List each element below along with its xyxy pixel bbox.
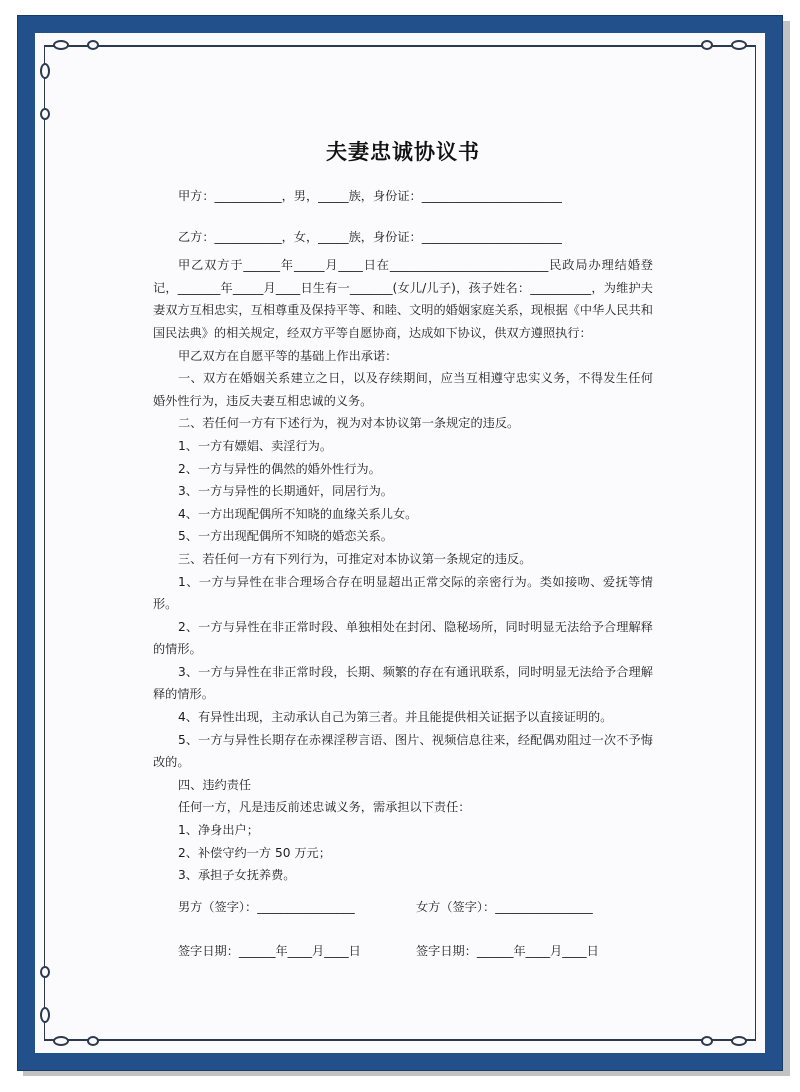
clause-3-item: 3、一方与异性在非正常时段，长期、频繁的存在有通讯联系，同时明显无法给予合理解释的情形。 [153,664,653,702]
clause-2-heading: 二、若任何一方有下述行为，视为对本协议第一条规定的违反。 [178,416,520,431]
corner-ornament-icon [40,63,50,79]
clause-4-item: 3、承担子女抚养费。 [178,868,296,883]
clause-2-item: 5、一方出现配偶所不知晓的婚恋关系。 [178,529,393,544]
agreement-body [153,135,653,887]
corner-ornament-icon [40,966,50,978]
corner-ornament-icon [701,1036,713,1046]
intro-paragraph: 甲乙双方于______年_____月____日在__________________________民政局办理结婚登记，_______年_____月____日生有一_______(女儿/儿子)，孩子姓名：__________，为维护夫妻双方互相忠实，互相尊重及保持平等、和睦、文明的婚姻家庭关系，现根据《中华人民共和国民法典》的相关规定，经双方平等自愿协商，达成如下协议，供双方遵照执行： [153,258,653,340]
commitment-heading: 甲乙双方在自愿平等的基础上作出承诺： [178,348,398,363]
clause-4-heading: 四、违约责任 [178,777,252,792]
clause-3-item: 1、一方与异性在非合理场合存在明显超出正常交际的亲密行为。类如接吻、爱抚等情形。 [153,574,653,612]
clause-4-intro: 任何一方，凡是违反前述忠诚义务，需承担以下责任： [178,800,471,815]
corner-ornament-icon [40,108,50,120]
clause-3-heading: 三、若任何一方有下列行为，可推定对本协议第一条规定的违反。 [178,551,532,566]
clause-4-item: 2、补偿守约一方 50 万元； [178,845,331,860]
corner-ornament-icon [87,40,99,50]
female-signature-line[interactable]: 女方（签字）：________________ [416,900,593,914]
corner-ornament-icon [53,40,69,50]
male-sign-date[interactable]: 签字日期：______年____月____日 [178,944,361,958]
clause-3-item: 2、一方与异性在非正常时段、单独相处在封闭、隐秘场所，同时明显无法给予合理解释的情形。 [153,619,653,657]
clause-1: 一、双方在婚姻关系建立之日，以及存续期间，应当互相遵守忠实义务，不得发生任何婚外性行为，违反夫妻互相忠诚的义务。 [153,371,653,408]
corner-ornament-icon [87,1036,99,1046]
clause-4-item: 1、净身出户； [178,823,259,838]
corner-ornament-icon [731,40,747,50]
corner-ornament-icon [731,1036,747,1046]
clause-3-item: 5、一方与异性长期存在赤裸淫秽言语、图片、视频信息往来，经配偶劝阻过一次不予悔改的。 [153,732,653,770]
male-signature-line[interactable]: 男方（签字）：________________ [178,900,355,914]
corner-ornament-icon [701,40,713,50]
party-b-line: 乙方：___________，女，_____族，身份证：_______________________ [178,229,562,244]
clause-2-item: 3、一方与异性的长期通奸，同居行为。 [178,484,393,499]
party-a-line: 甲方：___________，男，_____族，身份证：_______________________ [178,189,562,203]
corner-ornament-icon [53,1036,69,1046]
female-sign-date[interactable]: 签字日期：______年____月____日 [416,944,599,958]
corner-ornament-icon [40,1007,50,1023]
clause-3-item: 4、有异性出现，主动承认自己为第三者。并且能提供相关证据予以直接证明的。 [178,710,613,725]
clause-2-item: 1、一方有嫖娼、卖淫行为。 [178,438,333,453]
document-title: 夫妻忠诚协议书 [326,140,480,164]
clause-2-item: 2、一方与异性的偶然的婚外性行为。 [178,461,381,476]
clause-2-item: 4、一方出现配偶所不知晓的血缘关系儿女。 [178,506,418,521]
